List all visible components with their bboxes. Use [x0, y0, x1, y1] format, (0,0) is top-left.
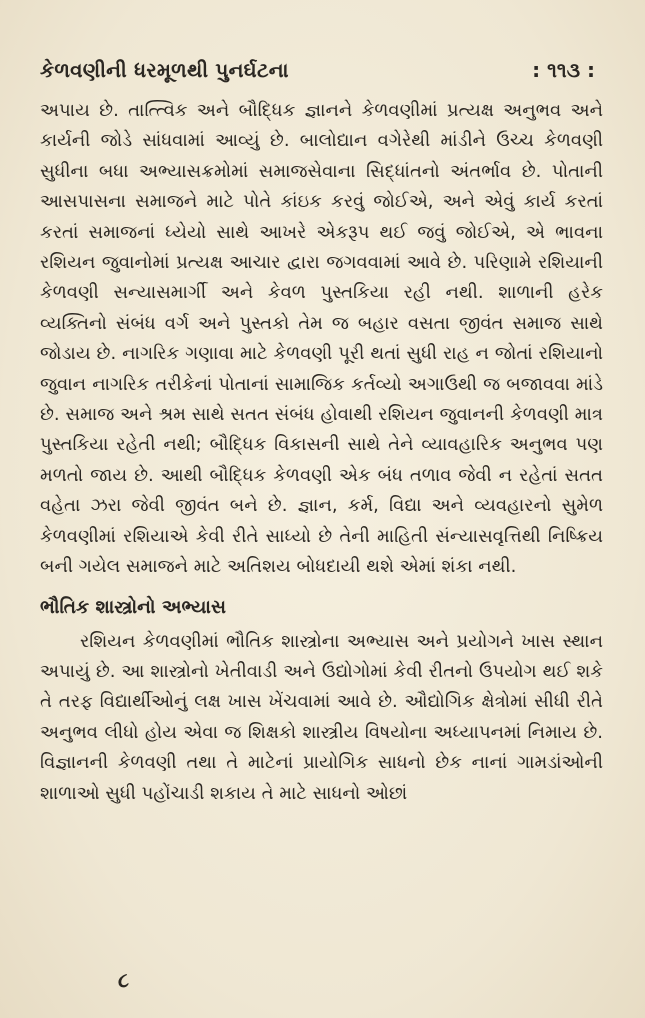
- section-heading: ભૌતિક શાસ્ત્રોનો અભ્યાસ: [40, 596, 226, 618]
- signature-mark: ૮: [118, 968, 129, 992]
- page-header: [40, 58, 603, 88]
- body-paragraph-1: અપાય છે. તાત્ત્વિક અને બૌદ્ધિક જ્ઞાનને કેળવણીમાં પ્રત્યક્ષ અનુભવ અને કાર્યની જોડે સાંધવામાં આવ્યું છે. બાલોદ્યાન વગેરેથી માંડીને ઉચ્ચ કેળવણી સુધીના બધા અભ્યાસક્રમોમાં સમાજસેવાના સિદ્ધાંતનો અંતર્ભાવ છે. પોતાની આસપાસના સમાજને માટે પોતે કાંઇક કરવું જોઈએ, અને એવું કાર્ય કરતાં કરતાં સમાજનાં ધ્યેયો સાથે આખરે એકરૂપ થઈ જવું જોઈએ, એ ભાવના રશિયન જુવાનોમાં પ્રત્યક્ષ આચાર દ્વારા જગવવામાં આવે છે. પરિણામે રશિયાની કેળવણી સન્યાસમાર્ગી અને કેવળ પુસ્તકિયા રહી નથી. શાળાની હરેક વ્યક્તિનો સંબંધ વર્ગ અને પુસ્તકો તેમ જ બહાર વસતા જીવંત સમાજ સાથે જોડાય છે. નાગરિક ગણાવા માટે કેળવણી પૂરી થતાં સુધી રાહ ન જોતાં રશિયાનો જુવાન નાગરિક તરીકેનાં પોતાનાં સામાજિક કર્તવ્યો અગાઉથી જ બજાવવા માંડે છે. સમાજ અને શ્રમ સાથે સતત સંબંધ હોવાથી રશિયન જુવાનની કેળવણી માત્ર પુસ્તકિયા રહેતી નથી; બૌદ્ધિક વિકાસની સાથે તેને વ્યાવહારિક અનુભવ પણ મળતો જાય છે. આથી બૌદ્ધિક કેળવણી એક બંધ તળાવ જેવી ન રહેતાં સતત વહેતા ઝરા જેવી જીવંત બને છે. જ્ઞાન, કર્મ, વિદ્યા અને વ્યવહારનો સુમેળ કેળવણીમાં રશિયાએ કેવી રીતે સાધ્યો છે તેની માહિતી સંન્યાસવૃત્તિથી નિષ્ક્રિય બની ગયેલ સમાજને માટે અતિશય બોધદાયી થશે એમાં શંકા નથી.: [40, 100, 603, 578]
- page-number: : ૧૧૩ :: [532, 58, 595, 82]
- running-title: કેળવણીની ધરમૂળથી પુનર્ઘટના: [40, 58, 289, 82]
- body-paragraph-2: રશિયન કેળવણીમાં ભૌતિક શાસ્ત્રોના અભ્યાસ અને પ્રયોગને ખાસ સ્થાન અપાયું છે. આ શાસ્ત્રોનો ખેતીવાડી અને ઉદ્યોગોમાં કેવી રીતનો ઉપયોગ થઈ શકે તે તરફ વિદ્યાર્થીઓનું લક્ષ ખાસ ખેંચવામાં આવે છે. ઔદ્યોગિક ક્ષેત્રોમાં સીધી રીતે અનુભવ લીધો હોય એવા જ શિક્ષકો શાસ્ત્રીય વિષયોના અધ્યાપનમાં નિમાય છે. વિજ્ઞાનની કેળવણી તથા તે માટેનાં પ્રાયોગિક સાધનો છેક નાનાં ગામડાંઓની શાળાઓ સુધી પહોંચાડી શકાય તે માટે સાધનો ઓછાં: [40, 630, 603, 804]
